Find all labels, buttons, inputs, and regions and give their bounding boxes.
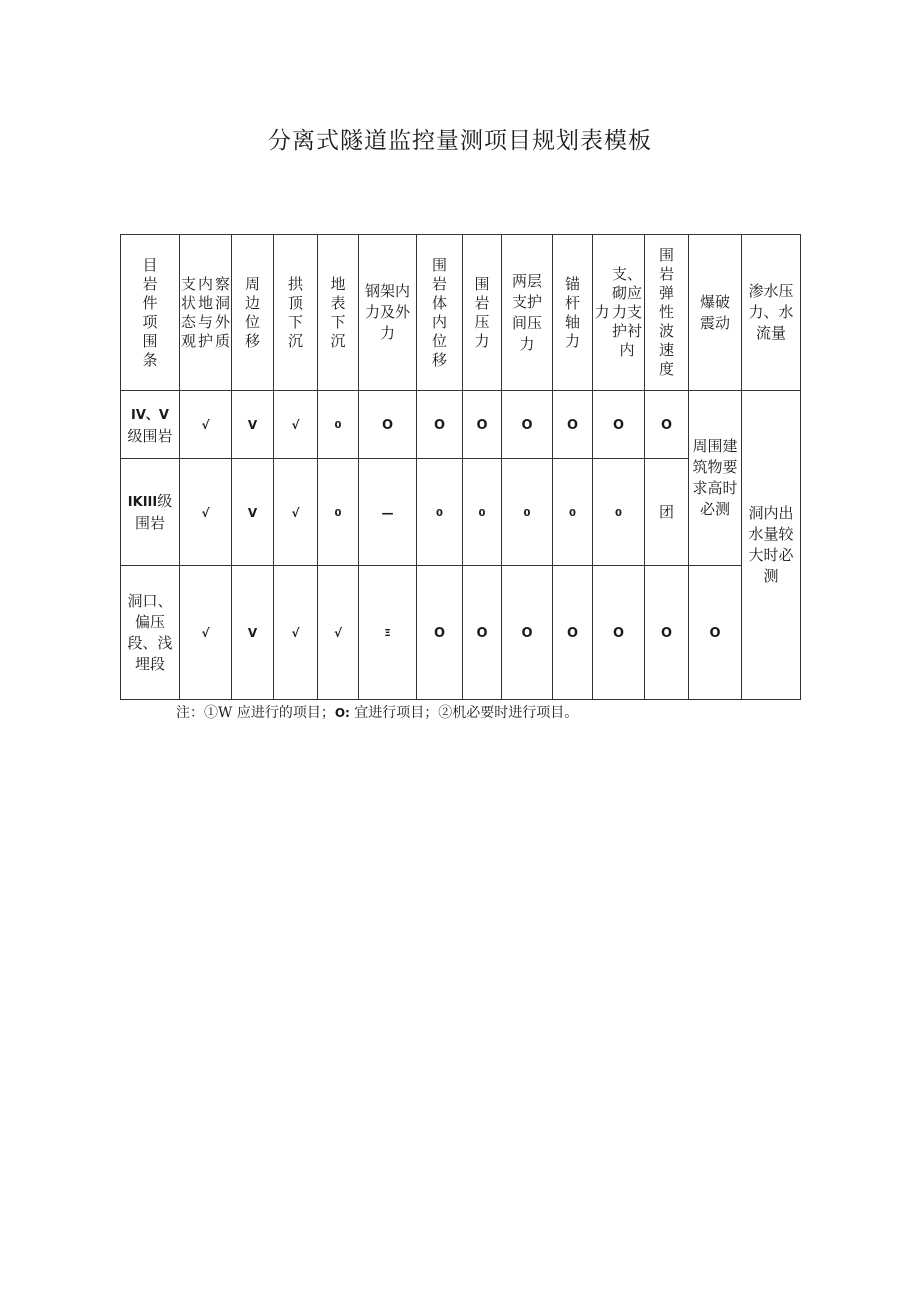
table-cell: O xyxy=(417,391,463,459)
table-cell: 0 xyxy=(318,459,359,566)
table-cell: O xyxy=(593,566,645,700)
table-cell: 0 xyxy=(463,459,502,566)
row-label: 洞口、偏压段、浅埋段 xyxy=(121,566,180,700)
table-cell: 0 xyxy=(318,391,359,459)
table-cell: O xyxy=(553,391,593,459)
table-cell: Ξ xyxy=(359,566,417,700)
table-cell: O xyxy=(463,566,502,700)
header-condition: 目岩件项围条 xyxy=(121,235,180,391)
table-cell: √ xyxy=(274,459,318,566)
table-cell: O xyxy=(689,566,742,700)
header-crown-settlement: 拱顶下沉 xyxy=(274,235,318,391)
table-row xyxy=(121,391,801,459)
row-label: IKIII级围岩 xyxy=(121,459,180,566)
header-steel-frame-force: 钢架内力及外力 xyxy=(359,235,417,391)
header-perimeter-displacement: 周边位移 xyxy=(232,235,274,391)
table-cell: 团 xyxy=(645,459,689,566)
table-cell: V xyxy=(232,566,274,700)
table-cell: √ xyxy=(318,566,359,700)
table-cell: O xyxy=(502,391,553,459)
table-cell: V xyxy=(232,391,274,459)
header-internal-displacement: 围岩体内位移 xyxy=(417,235,463,391)
table-cell: O xyxy=(553,566,593,700)
header-row xyxy=(121,235,801,391)
header-observation: 支状态观 内地与护 察洞外质 xyxy=(180,235,232,391)
monitoring-plan-table xyxy=(120,234,801,700)
table-cell: — xyxy=(359,459,417,566)
page-title: 分离式隧道监控量测项目规划表模板 xyxy=(268,128,652,154)
header-blast-vibration: 爆破震动 xyxy=(689,235,742,391)
table-footnote: 注：①W 应进行的项目；O: 宜进行项目；②机必要时进行项目。 xyxy=(176,705,579,721)
table-cell: O xyxy=(359,391,417,459)
table-cell: 0 xyxy=(502,459,553,566)
table-cell: 0 xyxy=(417,459,463,566)
table-cell: O xyxy=(645,391,689,459)
table-cell: O xyxy=(593,391,645,459)
blast-note-cell: 周围建筑物要求高时必测 xyxy=(689,391,742,566)
table-cell: √ xyxy=(274,391,318,459)
table-cell: √ xyxy=(180,391,232,459)
table-cell: O xyxy=(645,566,689,700)
table-cell: √ xyxy=(180,566,232,700)
header-wave-velocity: 围岩弹性波速度 xyxy=(645,235,689,391)
row-label: IV、V 级围岩 xyxy=(121,391,180,459)
table-cell: √ xyxy=(274,566,318,700)
header-rock-pressure: 围岩压力 xyxy=(463,235,502,391)
table-cell: 0 xyxy=(553,459,593,566)
header-surface-settlement: 地表下沉 xyxy=(318,235,359,391)
table-cell: V xyxy=(232,459,274,566)
table-cell: √ xyxy=(180,459,232,566)
header-anchor-force: 锚杆轴力 xyxy=(553,235,593,391)
header-lining-stress: 力 支、砌应力支护衬内 xyxy=(593,235,645,391)
header-water-pressure: 渗水压力、水流量 xyxy=(742,235,801,391)
table-cell: 0 xyxy=(593,459,645,566)
table-cell: O xyxy=(502,566,553,700)
header-interlayer-pressure: 两层支护间压力 xyxy=(502,235,553,391)
table-row xyxy=(121,566,801,700)
water-note-cell: 洞内出水量较大时必测 xyxy=(742,391,801,700)
table-cell: O xyxy=(463,391,502,459)
table-cell: O xyxy=(417,566,463,700)
